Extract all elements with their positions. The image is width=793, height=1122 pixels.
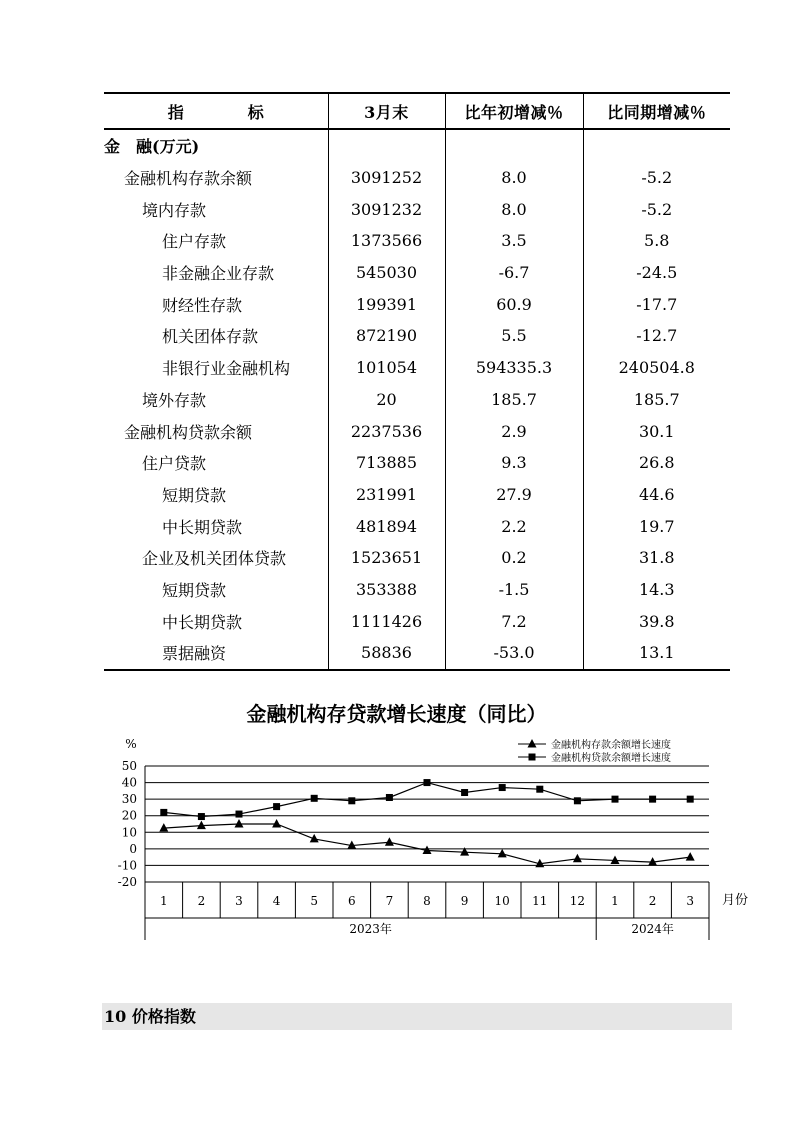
y-tick-label: 10 [121, 825, 137, 840]
y-tick-label: 40 [121, 775, 137, 790]
row-label: 境外存款 [104, 384, 328, 416]
x-tick-label: 10 [494, 894, 510, 908]
row-value-year-on-year: 30.1 [638, 421, 675, 441]
row-value-march-end: 199391 [328, 288, 445, 320]
row-value-march-end: 353388 [328, 574, 445, 606]
row-value-march-end: 20 [328, 384, 445, 416]
table-row [104, 193, 730, 225]
x-tick-label: 1 [611, 894, 619, 908]
loan-growth-point [574, 797, 581, 804]
row-value-year-on-year: 14.3 [638, 579, 675, 599]
row-value-march-end: 231991 [328, 479, 445, 511]
row-label: 财经性存款 [104, 288, 328, 320]
deposit-growth-point [573, 854, 582, 863]
legend-entry: 金融机构存款余额增长速度 [551, 740, 671, 751]
table-row [104, 574, 730, 606]
row-value-change-from-year-start: 60.9 [445, 288, 583, 320]
row-value-change-from-year-start: -1.5 [445, 574, 583, 606]
row-value-year-on-year: 26.8 [638, 453, 675, 473]
loan-growth-point [198, 813, 205, 820]
row-value-year-on-year: -12.7 [636, 326, 678, 346]
row-value-march-end: 3091252 [328, 162, 445, 194]
x-tick-label: 5 [310, 894, 319, 908]
header-year-on-year-change: 比同期增减％ [583, 93, 730, 129]
table-row [104, 384, 730, 416]
loan-growth-point [536, 786, 543, 793]
row-label: 中长期贷款 [104, 605, 328, 637]
y-tick-label: 0 [129, 841, 137, 856]
x-tick-label: 9 [460, 894, 469, 908]
row-label: 企业及机关团体贷款 [104, 542, 328, 574]
row-label: 住户贷款 [104, 447, 328, 479]
row-value-change-from-year-start: 7.2 [445, 605, 583, 637]
x-tick-label: 4 [272, 894, 281, 908]
table-row [104, 320, 730, 352]
row-value-change-from-year-start: 0.2 [445, 542, 583, 574]
y-tick-label: 50 [121, 759, 137, 773]
row-value-change-from-year-start: 8.0 [445, 162, 583, 194]
deposit-growth-point [235, 819, 244, 828]
x-axis-label: 月份 [722, 893, 749, 908]
row-value-change-from-year-start: -6.7 [445, 257, 583, 289]
row-value-march-end: 58836 [328, 637, 445, 670]
legend-marker [528, 739, 537, 748]
x-tick-label: 3 [686, 894, 695, 908]
x-tick-label: 3 [235, 894, 243, 908]
row-value-change-from-year-start: 27.9 [445, 479, 583, 511]
year-label: 2023年 [349, 922, 392, 936]
section-label: 金 融(万元) [104, 129, 328, 162]
table-row [104, 542, 730, 574]
x-tick-label: 2 [197, 894, 206, 908]
row-value-change-from-year-start: 185.7 [445, 384, 583, 416]
row-label: 短期贷款 [104, 479, 328, 511]
row-value-change-from-year-start: 594335.3 [445, 352, 583, 384]
x-tick-label: 1 [159, 894, 168, 908]
table-row [104, 637, 730, 670]
deposit-growth-line [164, 824, 690, 864]
legend-marker [529, 754, 536, 761]
table-row [104, 415, 730, 447]
row-value-year-on-year: 39.8 [638, 611, 675, 631]
deposit-growth-point [686, 852, 695, 860]
row-value-change-from-year-start: 9.3 [445, 447, 583, 479]
row-value-year-on-year: 19.7 [638, 516, 675, 536]
row-value-march-end: 3091232 [328, 193, 445, 225]
x-tick-label: 12 [569, 894, 586, 908]
header-change-from-year-start: 比年初增减％ [445, 93, 583, 129]
row-label: 非银行业金融机构 [104, 352, 328, 384]
row-value-march-end: 2237536 [328, 415, 445, 447]
row-value-change-from-year-start: 2.2 [445, 510, 583, 542]
legend-entry: 金融机构贷款余额增长速度 [551, 753, 671, 764]
row-value-year-on-year: 5.8 [644, 231, 670, 251]
x-tick-label: 11 [532, 894, 548, 908]
table-row [104, 225, 730, 257]
table-row [104, 288, 730, 320]
row-label: 金融机构存款余额 [104, 162, 328, 194]
row-value-march-end: 1111426 [328, 605, 445, 637]
x-tick-label: 2 [648, 894, 657, 908]
row-value-change-from-year-start: 3.5 [445, 225, 583, 257]
row-value-change-from-year-start: 5.5 [445, 320, 583, 352]
table-row [104, 162, 730, 194]
loan-growth-point [499, 784, 506, 791]
row-value-change-from-year-start: -53.0 [445, 637, 583, 670]
loan-growth-point [612, 796, 619, 803]
x-tick-label: 6 [347, 894, 356, 908]
statistics-table [104, 92, 730, 671]
loan-growth-point [311, 795, 318, 802]
loan-growth-point [160, 809, 167, 816]
loan-growth-point [273, 803, 280, 810]
row-value-march-end: 545030 [328, 257, 445, 289]
row-value-march-end: 1523651 [328, 542, 445, 574]
y-tick-label: -10 [117, 858, 137, 873]
row-label: 金融机构贷款余额 [104, 415, 328, 447]
header-indicator: 指 标 [104, 93, 328, 129]
row-value-year-on-year: 240504.8 [618, 358, 695, 378]
deposit-growth-point [272, 819, 281, 828]
table-section-row [104, 129, 730, 162]
row-value-year-on-year: 44.6 [638, 484, 675, 504]
row-value-year-on-year: 13.1 [583, 637, 730, 670]
table-row [104, 479, 730, 511]
row-value-change-from-year-start: 8.0 [445, 193, 583, 225]
loan-growth-point [687, 796, 694, 803]
row-value-march-end: 101054 [328, 352, 445, 384]
y-tick-label: -20 [117, 875, 137, 889]
table-row [104, 447, 730, 479]
x-tick-label: 7 [385, 894, 394, 908]
row-value-march-end: 481894 [328, 510, 445, 542]
table-row [104, 257, 730, 289]
row-value-year-on-year: 31.8 [638, 548, 675, 568]
deposit-growth-point [385, 837, 394, 846]
table-body [104, 129, 730, 670]
row-label: 中长期贷款 [104, 510, 328, 542]
row-value-change-from-year-start: 2.9 [445, 415, 583, 447]
row-value-march-end: 1373566 [328, 225, 445, 257]
year-label: 2024年 [631, 922, 674, 936]
row-label: 住户存款 [104, 225, 328, 257]
row-label: 机关团体存款 [104, 320, 328, 352]
line-chart [0, 730, 793, 980]
y-axis-unit: % [125, 737, 137, 751]
loan-growth-point [461, 789, 468, 796]
deposit-growth-point [611, 855, 620, 864]
row-value-year-on-year: -5.2 [641, 168, 673, 188]
y-tick-label: 20 [121, 808, 137, 823]
chart-title: 金融机构存贷款增长速度（同比） [246, 702, 547, 726]
row-value-year-on-year: -24.5 [636, 263, 678, 283]
row-value-year-on-year: 185.7 [633, 389, 680, 409]
loan-growth-point [386, 794, 393, 801]
row-value-march-end: 872190 [328, 320, 445, 352]
section-heading: 10 价格指数 [102, 1003, 732, 1030]
row-value-march-end: 713885 [328, 447, 445, 479]
y-tick-label: 30 [121, 792, 137, 807]
row-label: 票据融资 [104, 637, 328, 670]
table-header-row [104, 93, 730, 129]
x-tick-label: 8 [423, 894, 431, 908]
header-march-end: 3月末 [328, 93, 445, 129]
loan-growth-point [424, 779, 431, 786]
loan-growth-point [649, 796, 656, 803]
loan-growth-point [236, 811, 243, 818]
row-label: 境内存款 [104, 193, 328, 225]
loan-growth-point [348, 797, 355, 804]
row-label: 短期贷款 [104, 574, 328, 606]
deposit-growth-point [197, 821, 206, 830]
deposit-growth-point [498, 849, 507, 858]
table-row [104, 352, 730, 384]
row-value-year-on-year: -5.2 [641, 199, 673, 219]
table-row [104, 605, 730, 637]
row-value-year-on-year: -17.7 [636, 294, 678, 314]
table-row [104, 510, 730, 542]
row-label: 非金融企业存款 [104, 257, 328, 289]
